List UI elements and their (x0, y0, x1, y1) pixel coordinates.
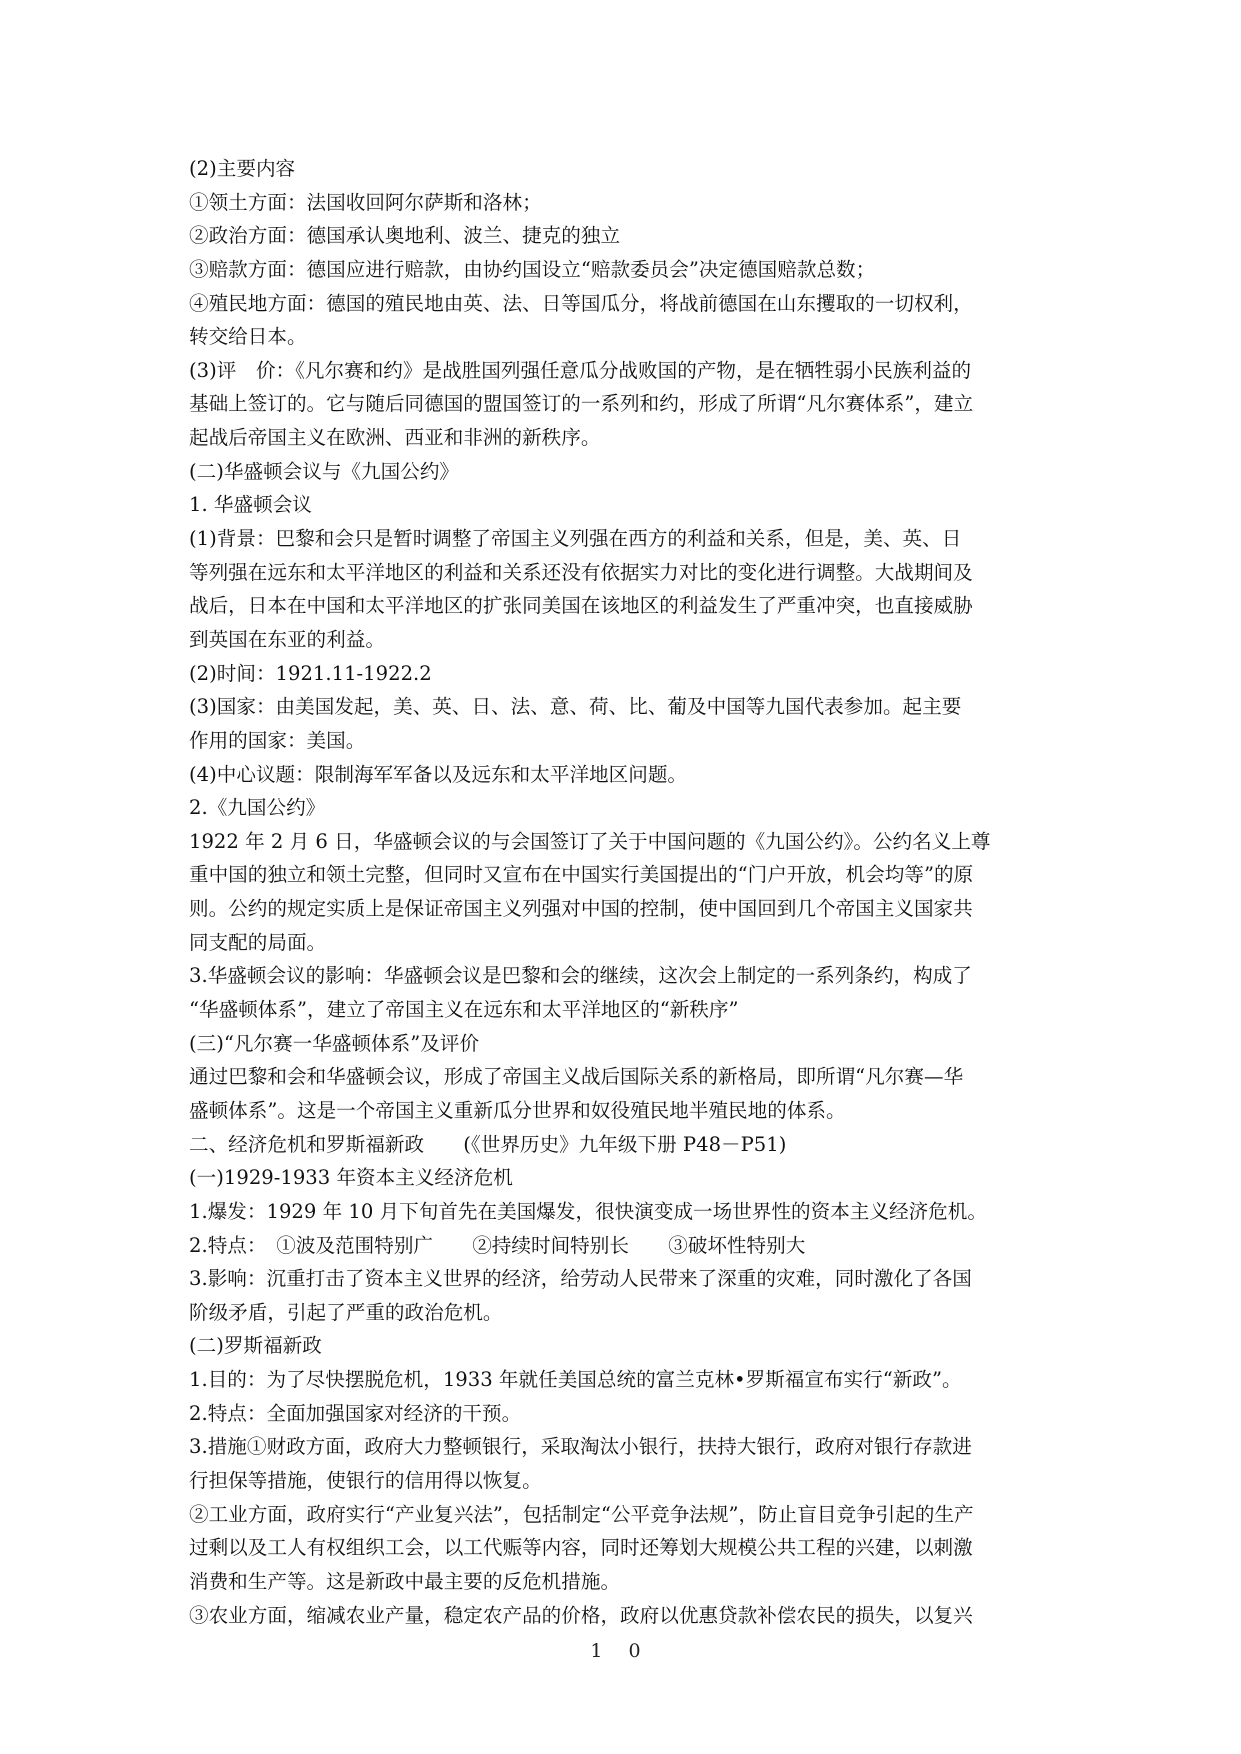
text-line: 消费和生产等。这是新政中最主要的反危机措施。 (189, 1569, 621, 1593)
text-line: 战后，日本在中国和太平洋地区的扩张同美国在该地区的利益发生了严重冲突，也直接威胁 (189, 594, 973, 618)
text-line: 过剩以及工人有权组织工会，以工代赈等内容，同时还筹划大规模公共工程的兴建，以刺激 (189, 1536, 973, 1560)
text-line: 行担保等措施，使银行的信用得以恢复。 (189, 1468, 542, 1492)
heading-nine-power-treaty: 2.《九国公约》 (189, 796, 326, 820)
text-line: ④殖民地方面：德国的殖民地由英、法、日等国瓜分，将战前德国在山东攫取的一切权利， (189, 291, 973, 315)
text-line: 3.影响：沉重打击了资本主义世界的经济，给劳动人民带来了深重的灾难，同时激化了各国 (189, 1267, 972, 1291)
text-line: 重中国的独立和领土完整，但同时又宣布在中国实行美国提出的“门户开放，机会均等”的原 (189, 863, 974, 887)
text-line: 则。公约的规定实质上是保证帝国主义列强对中国的控制，使中国回到几个帝国主义国家共 (189, 897, 973, 921)
text-line: “华盛顿体系”，建立了帝国主义在远东和太平洋地区的“新秩序” (189, 998, 739, 1022)
text-line: ③赔款方面：德国应进行赔款，由协约国设立“赔款委员会”决定德国赔款总数； (189, 257, 876, 281)
document-body (189, 152, 1055, 1632)
heading-roosevelt-new-deal: (二)罗斯福新政 (189, 1334, 322, 1358)
text-line: 起战后帝国主义在欧洲、西亚和非洲的新秩序。 (189, 426, 601, 450)
text-line: ②政治方面：德国承认奥地利、波兰、捷克的独立 (189, 224, 621, 248)
text-line: (3)评 价：《凡尔赛和约》是战胜国列强任意瓜分战败国的产物，是在牺牲弱小民族利益的 (189, 358, 972, 382)
text-line: 3.措施①财政方面，政府大力整顿银行，采取淘汰小银行，扶持大银行，政府对银行存款进 (189, 1435, 972, 1459)
text-line: ③农业方面，缩减农业产量，稳定农产品的价格，政府以优惠贷款补偿农民的损失，以复兴 (189, 1603, 973, 1627)
heading-versailles-washington-system: (三)“凡尔赛一华盛顿体系”及评价 (189, 1031, 480, 1055)
text-line: 基础上签订的。它与随后同德国的盟国签订的一系列和约，形成了所谓“凡尔赛体系”，建立 (189, 392, 974, 416)
text-line: 通过巴黎和会和华盛顿会议，形成了帝国主义战后国际关系的新格局，即所谓“凡尔赛—华 (189, 1065, 964, 1089)
text-line: 1922 年 2 月 6 日，华盛顿会议的与会国签订了关于中国问题的《九国公约》。公约名义上尊 (189, 829, 991, 853)
text-line: 同支配的局面。 (189, 930, 327, 954)
text-line: 3.华盛顿会议的影响：华盛顿会议是巴黎和会的继续，这次会上制定的一系列条约，构成了 (189, 964, 972, 988)
text-line: 作用的国家：美国。 (189, 728, 366, 752)
page-number: 1 0 (590, 1640, 651, 1662)
text-line: 1.目的：为了尽快摆脱危机，1933 年就任美国总统的富兰克林•罗斯福宣布实行“新政”。 (189, 1368, 962, 1392)
text-line: 阶级矛盾，引起了严重的政治危机。 (189, 1300, 503, 1324)
text-line: 2.特点：全面加强国家对经济的干预。 (189, 1401, 522, 1425)
heading-washington-conference-section: (二)华盛顿会议与《九国公约》 (189, 459, 460, 483)
text-line: (4)中心议题：限制海军军备以及远东和太平洋地区问题。 (189, 762, 688, 786)
text-line: (1)背景：巴黎和会只是暂时调整了帝国主义列强在西方的利益和关系，但是，美、英、日 (189, 527, 962, 551)
heading-economic-crisis: (一)1929-1933 年资本主义经济危机 (189, 1166, 513, 1190)
text-line: 2.特点： ①波及范围特别广 ②持续时间特别长 ③破坏性特别大 (189, 1233, 806, 1257)
text-line: ①领土方面：法国收回阿尔萨斯和洛林； (189, 190, 542, 214)
text-line: 盛顿体系”。这是一个帝国主义重新瓜分世界和奴役殖民地半殖民地的体系。 (189, 1098, 846, 1122)
text-line: 到英国在东亚的利益。 (189, 627, 385, 651)
heading-main-content: (2)主要内容 (189, 157, 296, 180)
text-line: (3)国家：由美国发起，美、英、日、法、意、荷、比、葡及中国等九国代表参加。起主要 (189, 695, 962, 719)
text-line: (2)时间：1921.11-1922.2 (189, 661, 432, 685)
text-line: 1.爆发：1929 年 10 月下旬首先在美国爆发，很快演变成一场世界性的资本主义经济危机。 (189, 1199, 987, 1223)
heading-economic-crisis-new-deal: 二、经济危机和罗斯福新政 (《世界历史》九年级下册 P48－P51) (189, 1132, 787, 1156)
text-line: 等列强在远东和太平洋地区的利益和关系还没有依据实力对比的变化进行调整。大战期间及 (189, 560, 973, 584)
heading-washington-conference: 1. 华盛顿会议 (189, 493, 312, 517)
text-line: ②工业方面，政府实行“产业复兴法”，包括制定“公平竞争法规”，防止盲目竞争引起的生产 (189, 1502, 974, 1526)
text-line: 转交给日本。 (189, 325, 307, 349)
